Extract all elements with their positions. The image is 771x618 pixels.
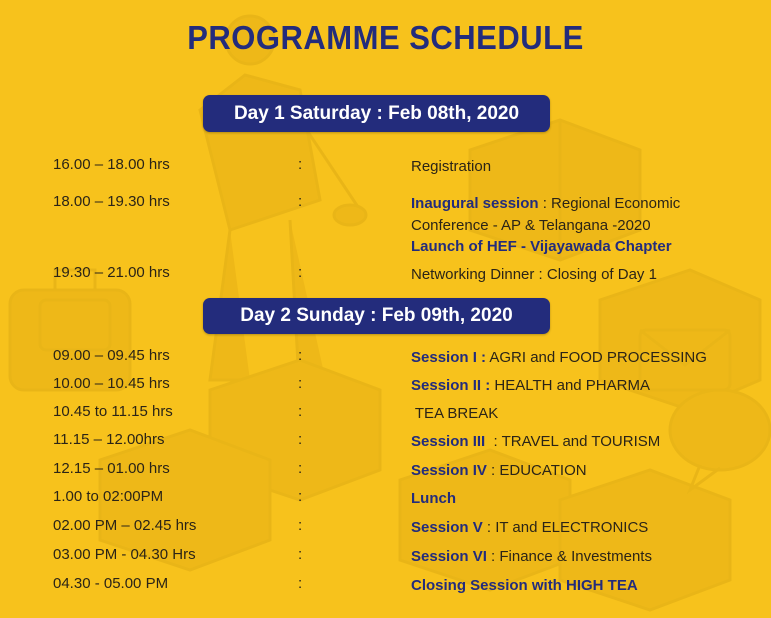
row-separator: : (298, 403, 303, 420)
row-separator: : (298, 546, 303, 563)
row-label: Session II : (411, 377, 491, 394)
day2-banner: Day 2 Sunday : Feb 09th, 2020 (203, 298, 550, 334)
row-separator: : (298, 347, 303, 364)
row-separator: : (298, 375, 303, 392)
day1-banner: Day 1 Saturday : Feb 08th, 2020 (203, 95, 550, 132)
row-time: 1.00 to 02:00PM (53, 488, 164, 505)
row-separator: : (298, 264, 303, 281)
row-description (411, 488, 756, 510)
row-label: Session IV (411, 462, 487, 479)
row-text: Registration (411, 158, 492, 175)
row-label: Closing Session with HIGH TEA (411, 577, 638, 594)
page-title: PROGRAMME SCHEDULE (187, 18, 584, 57)
row-text: : IT and ELECTRONICS (482, 519, 649, 536)
person-illustration-icon (200, 16, 366, 400)
row-description (411, 156, 756, 178)
row-separator: : (298, 575, 303, 592)
row-time: 02.00 PM – 02.45 hrs (53, 517, 197, 534)
row-separator: : (298, 193, 303, 210)
row-description (411, 460, 756, 482)
row-description (411, 193, 756, 258)
row-time: 18.00 – 19.30 hrs (53, 193, 170, 210)
row-label: Lunch (411, 490, 456, 507)
row-time: 12.15 – 01.00 hrs (53, 460, 170, 477)
row-time: 04.30 - 05.00 PM (53, 575, 169, 592)
row-text: : EDUCATION (486, 462, 587, 479)
row-separator: : (298, 460, 303, 477)
row-description (411, 517, 756, 539)
row-time: 10.45 to 11.15 hrs (53, 403, 173, 420)
row-label: Inaugural session (411, 195, 539, 212)
row-description (411, 347, 756, 369)
row-text: TEA BREAK (411, 405, 499, 422)
row-description (411, 546, 756, 568)
row-separator: : (298, 156, 303, 173)
row-text: : Finance & Investments (486, 548, 652, 565)
row-description (411, 575, 756, 597)
briefcase-goal-icon (10, 270, 130, 390)
row-separator: : (298, 517, 303, 534)
row-label-secondary: Launch of HEF - Vijayawada Chapter (411, 238, 672, 255)
row-label: Session VI (411, 548, 487, 565)
row-time: 11.15 – 12.00hrs (53, 431, 165, 448)
row-separator: : (298, 488, 303, 505)
row-text: : Regional Economic Conference - AP & Telangana -2020 (411, 195, 681, 234)
row-text: Networking Dinner : Closing of Day 1 (411, 266, 657, 283)
row-text: HEALTH and PHARMA (490, 377, 650, 394)
row-text: : TRAVEL and TOURISM (485, 433, 661, 450)
row-description (411, 375, 756, 397)
row-label: Session V (411, 519, 483, 536)
row-separator: : (298, 431, 303, 448)
row-description (411, 264, 756, 286)
row-label: Session III (411, 433, 486, 450)
row-time: 10.00 – 10.45 hrs (53, 375, 170, 392)
row-label: Session I : (411, 349, 487, 366)
row-description (411, 403, 756, 425)
row-description (411, 431, 756, 453)
row-text: AGRI and FOOD PROCESSING (486, 349, 707, 366)
row-time: 09.00 – 09.45 hrs (53, 347, 170, 364)
row-time: 19.30 – 21.00 hrs (53, 264, 170, 281)
row-time: 03.00 PM - 04.30 Hrs (53, 546, 196, 563)
row-time: 16.00 – 18.00 hrs (53, 156, 170, 173)
